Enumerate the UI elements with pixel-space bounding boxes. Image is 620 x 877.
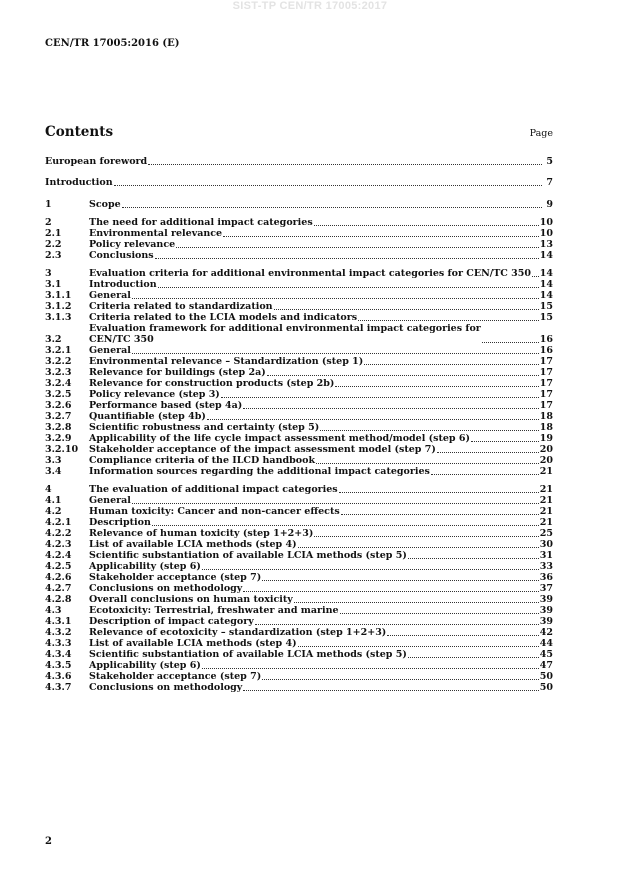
toc-entry-title: Scientific robustness and certainty (step 5) xyxy=(89,422,320,433)
toc-leader-dots xyxy=(532,275,539,277)
toc-entry-title: Relevance for buildings (step 2a) xyxy=(89,367,266,378)
toc-entry-title: Criteria related to standardization xyxy=(89,301,273,312)
toc-leader-dots xyxy=(471,440,539,442)
toc-entry-number: 3.1.1 xyxy=(45,290,72,301)
toc-leader-dots xyxy=(335,385,538,387)
toc-entry-title: Stakeholder acceptance of the impact assessment model (step 7) xyxy=(89,444,436,455)
toc-entry-title-line: CEN/TC 350 xyxy=(89,334,154,345)
toc-entry-number: 4.3.3 xyxy=(45,638,72,649)
toc-entry-title: Compliance criteria of the ILCD handbook xyxy=(89,455,316,466)
toc-entry-page: 10 xyxy=(539,217,553,228)
toc-entry-page: 39 xyxy=(539,605,553,616)
toc-entry-page: 14 xyxy=(539,279,553,290)
toc-entry-page: 13 xyxy=(539,239,553,250)
toc-entry[interactable] xyxy=(45,199,553,210)
page-column-label: Page xyxy=(529,128,553,139)
toc-entry-page: 21 xyxy=(539,495,553,506)
toc-leader-dots xyxy=(243,590,538,592)
toc-entry[interactable] xyxy=(45,228,553,239)
toc-entry-title: The need for additional impact categories xyxy=(89,217,313,228)
toc-entry-number: 2 xyxy=(45,217,52,228)
toc-entry[interactable] xyxy=(45,572,553,583)
toc-leader-dots xyxy=(207,418,539,420)
toc-entry-number: 4.3.7 xyxy=(45,682,72,693)
toc-entry-number: 2.2 xyxy=(45,239,62,250)
toc-entry-page: 10 xyxy=(539,228,553,239)
toc-entry-title: Human toxicity: Cancer and non-cancer effects xyxy=(89,506,340,517)
toc-entry-page: 39 xyxy=(539,594,553,605)
toc-entry-page: 14 xyxy=(539,268,553,279)
toc-entry-number: 4 xyxy=(45,484,52,495)
toc-entry-page: 16 xyxy=(539,345,553,356)
toc-leader-dots xyxy=(314,224,539,226)
toc-entry-page: 17 xyxy=(539,400,553,411)
toc-entry-title: Environmental relevance xyxy=(89,228,223,239)
toc-entry-number: 3.2.7 xyxy=(45,411,72,422)
toc-leader-dots xyxy=(262,579,539,581)
toc-entry-title xyxy=(89,323,481,345)
toc-entry-page: 17 xyxy=(539,378,553,389)
toc-entry-page: 15 xyxy=(539,312,553,323)
toc-entry-number: 3.1.3 xyxy=(45,312,72,323)
toc-entry[interactable] xyxy=(45,616,553,627)
toc-leader-dots xyxy=(148,163,542,165)
toc-entry-page: 17 xyxy=(539,367,553,378)
toc-entry-title: Conclusions xyxy=(89,250,154,261)
toc-leader-dots xyxy=(155,257,539,259)
toc-entry-page: 17 xyxy=(539,389,553,400)
toc-leader-dots xyxy=(152,524,539,526)
toc-entry-title: Quantifiable (step 4b) xyxy=(89,411,206,422)
toc-entry-number: 3.1 xyxy=(45,279,62,290)
toc-entry-number: 3.4 xyxy=(45,466,62,477)
toc-leader-dots xyxy=(339,491,539,493)
toc-leader-dots xyxy=(408,557,539,559)
toc-leader-dots xyxy=(202,568,539,570)
toc-entry-page: 50 xyxy=(539,682,553,693)
toc-entry-title: Evaluation criteria for additional environmental impact categories for CEN/TC 350 xyxy=(89,268,531,279)
toc-entry-number: 4.3.1 xyxy=(45,616,72,627)
toc-entry[interactable] xyxy=(45,561,553,572)
toc-entry-title: Scientific substantiation of available LCIA methods (step 5) xyxy=(89,649,407,660)
toc-entry-title: Environmental relevance – Standardization (step 1) xyxy=(89,356,364,367)
toc-entry-page: 16 xyxy=(539,334,553,345)
toc-entry[interactable] xyxy=(45,323,553,345)
toc-entry[interactable] xyxy=(45,301,553,312)
toc-entry-page: 18 xyxy=(539,411,553,422)
toc-entry[interactable] xyxy=(45,279,553,290)
toc-leader-dots xyxy=(202,667,539,669)
toc-entry[interactable] xyxy=(45,422,553,433)
toc-entry-title: Relevance for construction products (step 2b) xyxy=(89,378,335,389)
toc-entry[interactable] xyxy=(45,444,553,455)
toc-entry-number: 3.2.3 xyxy=(45,367,72,378)
toc-entry-page: 21 xyxy=(539,466,553,477)
toc-entry[interactable] xyxy=(45,250,553,261)
toc-entry-number: 3.2 xyxy=(45,334,62,345)
toc-leader-dots xyxy=(320,429,539,431)
toc-leader-dots xyxy=(482,341,539,343)
toc-entry-number: 4.1 xyxy=(45,495,62,506)
toc-entry-title: List of available LCIA methods (step 4) xyxy=(89,539,297,550)
toc-entry-page: 36 xyxy=(539,572,553,583)
toc-entry-title: Information sources regarding the additional impact categories xyxy=(89,466,430,477)
toc-entry[interactable] xyxy=(45,506,553,517)
toc-entry[interactable] xyxy=(45,660,553,671)
toc-leader-dots xyxy=(255,623,539,625)
toc-leader-dots xyxy=(341,513,539,515)
toc-entry-number: 4.2.3 xyxy=(45,539,72,550)
toc-entry-number: 3.2.6 xyxy=(45,400,72,411)
toc-entry-number: 2.1 xyxy=(45,228,62,239)
toc-entry-number: 4.3.5 xyxy=(45,660,72,671)
toc-leader-dots xyxy=(431,473,539,475)
toc-entry-title: Relevance of human toxicity (step 1+2+3) xyxy=(89,528,314,539)
toc-entry[interactable] xyxy=(45,649,553,660)
toc-entry[interactable] xyxy=(45,671,553,682)
toc-entry-page: 21 xyxy=(539,506,553,517)
toc-entry[interactable] xyxy=(45,528,553,539)
toc-entry[interactable] xyxy=(45,217,553,228)
toc-entry[interactable] xyxy=(45,156,553,167)
toc-leader-dots xyxy=(158,286,539,288)
toc-leader-dots xyxy=(132,352,539,354)
toc-entry-title: Scientific substantiation of available LCIA methods (step 5) xyxy=(89,550,407,561)
toc-entry-title: Description xyxy=(89,517,151,528)
toc-entry-page: 37 xyxy=(539,583,553,594)
toc-leader-dots xyxy=(221,396,539,398)
toc-entry-number: 4.3 xyxy=(45,605,62,616)
toc-leader-dots xyxy=(223,235,539,237)
toc-entry-page: 44 xyxy=(539,638,553,649)
toc-entry[interactable] xyxy=(45,378,553,389)
document-id: CEN/TR 17005:2016 (E) xyxy=(45,38,180,49)
toc-entry-title: Introduction xyxy=(45,177,113,188)
table-of-contents xyxy=(45,156,553,693)
toc-entry-title: Policy relevance (step 3) xyxy=(89,389,220,400)
toc-entry[interactable] xyxy=(45,682,553,693)
toc-entry[interactable] xyxy=(45,495,553,506)
toc-entry[interactable] xyxy=(45,517,553,528)
toc-entry[interactable] xyxy=(45,356,553,367)
toc-entry-title: Introduction xyxy=(89,279,157,290)
toc-entry-title: Policy relevance xyxy=(89,239,176,250)
toc-leader-dots xyxy=(274,308,539,310)
toc-leader-dots xyxy=(387,634,538,636)
footer-page-number: 2 xyxy=(45,836,52,847)
toc-entry-page: 39 xyxy=(539,616,553,627)
toc-entry-title: European foreword xyxy=(45,156,148,167)
toc-leader-dots xyxy=(122,206,542,208)
toc-leader-dots xyxy=(294,601,539,603)
toc-entry[interactable] xyxy=(45,466,553,477)
toc-entry[interactable] xyxy=(45,484,553,495)
toc-entry[interactable] xyxy=(45,638,553,649)
toc-entry[interactable] xyxy=(45,268,553,279)
toc-entry-number: 4.2 xyxy=(45,506,62,517)
toc-leader-dots xyxy=(408,656,539,658)
toc-entry-title: Applicability of the life cycle impact assessment method/model (step 6) xyxy=(89,433,470,444)
toc-entry[interactable] xyxy=(45,550,553,561)
toc-entry-title: General xyxy=(89,290,131,301)
toc-entry-page: 18 xyxy=(539,422,553,433)
toc-entry-title-line: Evaluation framework for additional environmental impact categories for xyxy=(89,323,481,334)
toc-entry[interactable] xyxy=(45,400,553,411)
toc-leader-dots xyxy=(132,297,539,299)
toc-entry-page: 31 xyxy=(539,550,553,561)
toc-entry[interactable] xyxy=(45,411,553,422)
toc-entry-number: 4.3.2 xyxy=(45,627,72,638)
toc-entry-page: 5 xyxy=(546,156,553,167)
toc-leader-dots xyxy=(364,363,539,365)
toc-entry-page: 20 xyxy=(539,455,553,466)
toc-entry[interactable] xyxy=(45,389,553,400)
toc-entry-title: Overall conclusions on human toxicity xyxy=(89,594,293,605)
toc-entry[interactable] xyxy=(45,433,553,444)
toc-leader-dots xyxy=(314,535,538,537)
toc-leader-dots xyxy=(243,689,538,691)
toc-entry-page: 15 xyxy=(539,301,553,312)
toc-leader-dots xyxy=(340,612,539,614)
toc-entry-title: Conclusions on methodology xyxy=(89,583,243,594)
toc-entry[interactable] xyxy=(45,177,553,188)
toc-entry-page: 17 xyxy=(539,356,553,367)
toc-entry-number: 2.3 xyxy=(45,250,62,261)
toc-entry-page: 33 xyxy=(539,561,553,572)
toc-entry-title: The evaluation of additional impact categories xyxy=(89,484,338,495)
toc-entry-number: 4.2.8 xyxy=(45,594,72,605)
toc-leader-dots xyxy=(262,678,539,680)
toc-entry-title: Criteria related to the LCIA models and indicators xyxy=(89,312,358,323)
toc-entry-number: 4.3.6 xyxy=(45,671,72,682)
toc-entry-title: Stakeholder acceptance (step 7) xyxy=(89,572,262,583)
toc-entry[interactable] xyxy=(45,627,553,638)
toc-entry-title: List of available LCIA methods (step 4) xyxy=(89,638,297,649)
toc-leader-dots xyxy=(437,451,539,453)
toc-entry[interactable] xyxy=(45,455,553,466)
toc-entry-number: 3.2.8 xyxy=(45,422,72,433)
toc-entry-title: General xyxy=(89,345,131,356)
contents-heading: Contents xyxy=(45,124,114,140)
toc-entry-page: 20 xyxy=(539,444,553,455)
toc-entry-page: 9 xyxy=(546,199,553,210)
toc-entry-number: 3.2.1 xyxy=(45,345,72,356)
toc-entry-title: Applicability (step 6) xyxy=(89,561,201,572)
toc-entry[interactable] xyxy=(45,290,553,301)
toc-entry-title: General xyxy=(89,495,131,506)
toc-leader-dots xyxy=(298,645,539,647)
toc-leader-dots xyxy=(316,462,539,464)
toc-leader-dots xyxy=(114,184,542,186)
toc-leader-dots xyxy=(243,407,539,409)
toc-leader-dots xyxy=(298,546,539,548)
toc-entry-title: Conclusions on methodology xyxy=(89,682,243,693)
toc-entry-number: 3.2.5 xyxy=(45,389,72,400)
toc-entry-page: 45 xyxy=(539,649,553,660)
toc-entry-title: Performance based (step 4a) xyxy=(89,400,243,411)
toc-leader-dots xyxy=(132,502,539,504)
toc-entry-number: 3.2.10 xyxy=(45,444,79,455)
toc-entry-page: 7 xyxy=(546,177,553,188)
toc-entry-number: 3.2.2 xyxy=(45,356,72,367)
toc-entry-title: Relevance of ecotoxicity – standardization (step 1+2+3) xyxy=(89,627,387,638)
toc-entry-page: 14 xyxy=(539,290,553,301)
toc-entry[interactable] xyxy=(45,312,553,323)
toc-entry-page: 47 xyxy=(539,660,553,671)
toc-entry-number: 1 xyxy=(45,199,52,210)
toc-entry-title: Applicability (step 6) xyxy=(89,660,201,671)
toc-entry[interactable] xyxy=(45,345,553,356)
toc-leader-dots xyxy=(358,319,539,321)
toc-entry-title: Stakeholder acceptance (step 7) xyxy=(89,671,262,682)
toc-entry-number: 4.2.7 xyxy=(45,583,72,594)
toc-entry-number: 4.2.1 xyxy=(45,517,72,528)
toc-entry-number: 3 xyxy=(45,268,52,279)
toc-entry-number: 3.2.4 xyxy=(45,378,72,389)
toc-entry-page: 30 xyxy=(539,539,553,550)
toc-entry-title: Ecotoxicity: Terrestrial, freshwater and marine xyxy=(89,605,339,616)
toc-entry-number: 3.3 xyxy=(45,455,62,466)
toc-entry-number: 3.1.2 xyxy=(45,301,72,312)
toc-entry-number: 4.2.6 xyxy=(45,572,72,583)
toc-entry-title: Description of impact category xyxy=(89,616,254,627)
toc-entry[interactable] xyxy=(45,539,553,550)
toc-entry-number: 3.2.9 xyxy=(45,433,72,444)
toc-entry[interactable] xyxy=(45,367,553,378)
toc-entry-page: 25 xyxy=(539,528,553,539)
toc-entry[interactable] xyxy=(45,605,553,616)
toc-entry-page: 14 xyxy=(539,250,553,261)
toc-leader-dots xyxy=(176,246,539,248)
toc-entry-number: 4.3.4 xyxy=(45,649,72,660)
watermark: SIST-TP CEN/TR 17005:2017 xyxy=(232,0,388,12)
toc-entry-number: 4.2.4 xyxy=(45,550,72,561)
toc-entry[interactable] xyxy=(45,583,553,594)
toc-entry-page: 50 xyxy=(539,671,553,682)
toc-entry-page: 42 xyxy=(539,627,553,638)
toc-entry-page: 19 xyxy=(539,433,553,444)
toc-entry-page: 21 xyxy=(539,517,553,528)
toc-entry-number: 4.2.5 xyxy=(45,561,72,572)
toc-entry-title: Scope xyxy=(89,199,121,210)
toc-entry[interactable] xyxy=(45,594,553,605)
toc-entry[interactable] xyxy=(45,239,553,250)
toc-leader-dots xyxy=(267,374,539,376)
toc-entry-page: 21 xyxy=(539,484,553,495)
toc-entry-number: 4.2.2 xyxy=(45,528,72,539)
